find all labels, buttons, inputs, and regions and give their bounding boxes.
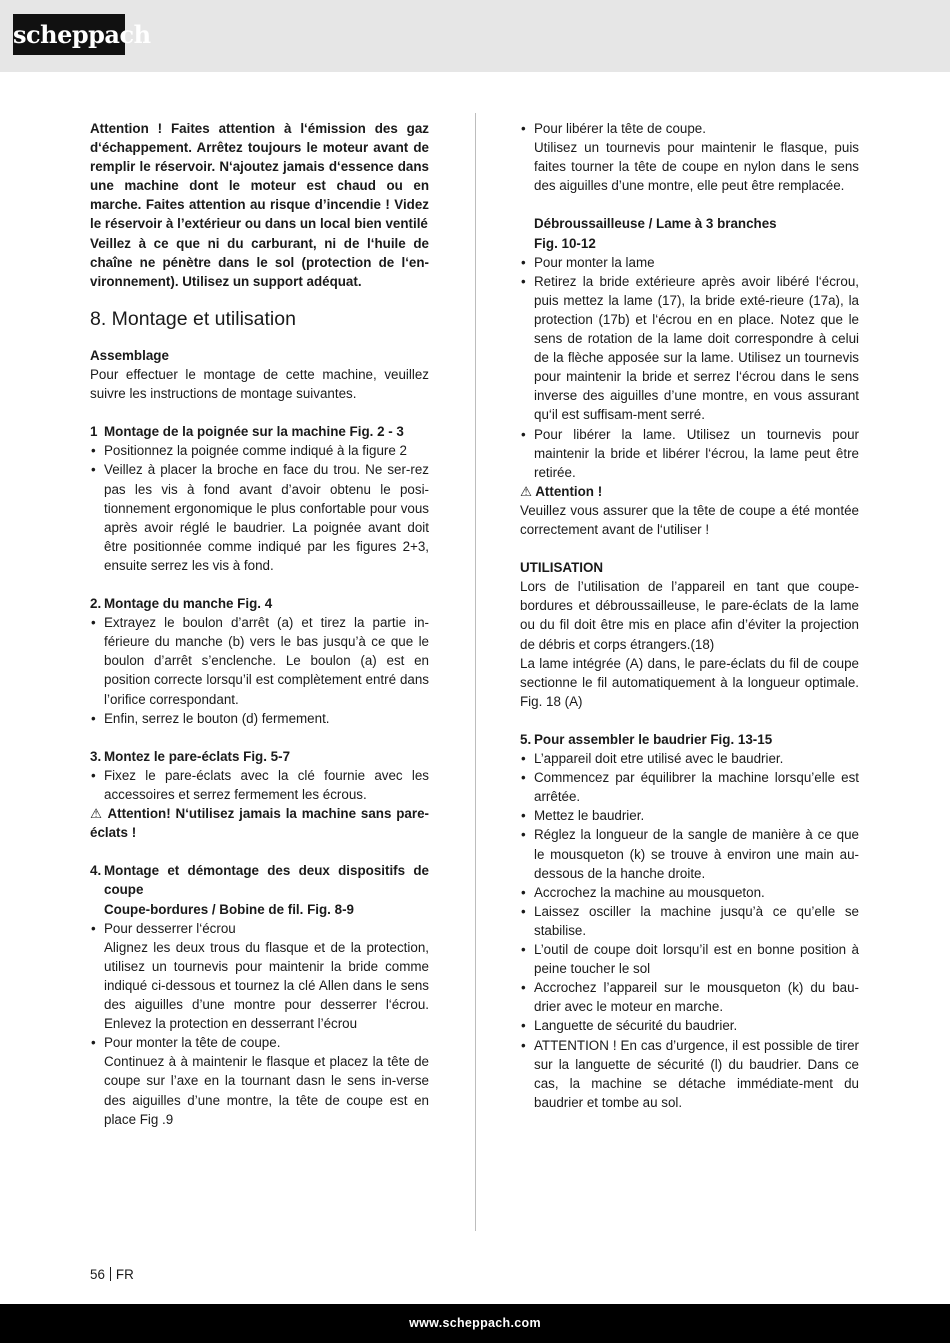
list-item: • L’outil de coupe doit lorsqu’il est en bonne position à peine toucher le sol xyxy=(521,942,859,977)
step-number: 3. xyxy=(90,748,102,764)
list-item: • Accrochez la machine au mousqueton. xyxy=(520,883,859,902)
list-item: • Extrayez le boulon d’arrêt (a) et tirez la partie in-férieure du manche (b) vers le bas jusqu’à ce que le boulon d’arrêt s’enclenche. Le boulon (a) est en position correcte lorsqu’il est complètement entré dans l’orifice correspondant. xyxy=(91,615,429,707)
list-item: • Mettez le baudrier. xyxy=(520,806,859,825)
bullet-icon: • xyxy=(521,942,526,958)
column-divider xyxy=(475,113,476,1231)
harness-list xyxy=(520,749,859,1112)
list-item: • Pour monter la lame xyxy=(520,253,859,272)
list-item: • Retirez la bride extérieure après avoir libéré l‘écrou, puis mettez la lame (17), la bride exté-rieure (17a), la protection (17b) et l‘écrou en en place. Notez que le sens de rotation de la lame doit correspondre à celui de la flèche apposée sur la lame. Utilisez un tournevis pour maintenir la bride et serrez l‘écrou dans le sens inverse des aiguilles d’une montre, en vous assurant qu‘il est suffisam-ment serré. xyxy=(521,273,859,423)
bullet-icon: • xyxy=(521,1018,526,1034)
bullet-icon: • xyxy=(521,751,526,767)
list-item: • Pour libérer la tête de coupe. xyxy=(520,119,859,138)
bullet-icon: • xyxy=(521,827,526,843)
list-item: • Fixez le pare-éclats avec la clé fournie avec les accessoires et serrez fermement les écrous. xyxy=(91,767,429,802)
left-column xyxy=(90,119,429,1129)
bullet-icon: • xyxy=(91,710,96,726)
page-separator xyxy=(110,1267,111,1281)
step-number: 4. xyxy=(90,863,102,879)
bullet-icon: • xyxy=(521,254,526,270)
brushcutter-heading: Débroussailleuse / Lame à 3 branches xyxy=(534,216,777,232)
website-link[interactable]: www.scheppach.com xyxy=(409,1316,541,1330)
environment-warning: Veillez à ce que ni du carburant, ni de l‘huile de chaîne ne pénètre dans le sol (protection de l‘en-vironnement). Utilisez un support adéquat. xyxy=(90,235,429,289)
bullet-icon: • xyxy=(521,426,526,442)
list-item: • Pour monter la tête de coupe. xyxy=(90,1033,429,1052)
page-number-value: 56 xyxy=(90,1267,105,1282)
list-item: • Laissez osciller la machine jusqu’à ce qu’elle se stabilise. xyxy=(521,903,859,938)
bullet-icon: • xyxy=(91,443,96,459)
list-item: • Pour libérer la lame. Utilisez un tournevis pour maintenir la bride et libérer l‘écrou, la lame peut être retirée. xyxy=(521,426,859,480)
list-item-text: Alignez les deux trous du flasque et de la protection, utilisez un tournevis pour maintenir la bride comme indiqué ci-dessous et tournez la clé Allen dans le sens des aiguilles d’une montre pour desserrer l‘écrou. Enlevez la protection en desserrant l’écrou xyxy=(104,939,429,1032)
bullet-icon: • xyxy=(91,615,96,631)
step-subtitle: Coupe-bordures / Bobine de fil. Fig. 8-9 xyxy=(104,901,354,917)
step-title: Montage du manche Fig. 4 xyxy=(104,596,273,612)
step-number: 2. xyxy=(90,596,102,612)
page-number xyxy=(90,1265,134,1284)
list-item: • Commencez par équilibrer la machine lorsqu’elle est arrêtée. xyxy=(521,770,859,805)
assemblage-text: Pour effectuer le montage de cette machine, veuillez suivre les instructions de montage suivantes. xyxy=(90,366,429,402)
right-column xyxy=(520,119,859,1112)
brushcutter-fig: Fig. 10-12 xyxy=(534,235,596,251)
list-item: • Languette de sécurité du baudrier. xyxy=(520,1016,859,1035)
attention-heading: ⚠ Attention ! xyxy=(520,483,603,499)
header-bar xyxy=(0,0,950,72)
step-4-heading xyxy=(90,861,429,899)
brand-logo: scheppach xyxy=(13,14,125,55)
list-item: • Pour desserrer l‘écrou xyxy=(90,919,429,938)
step-number: 5. xyxy=(520,732,532,747)
bullet-icon: • xyxy=(91,462,96,478)
bullet-icon: • xyxy=(521,770,526,786)
bullet-icon: • xyxy=(91,1035,96,1051)
shield-warning: ⚠ Attention! N‘utilisez jamais la machine sans pare-éclats ! xyxy=(90,806,429,841)
step-title: Pour assembler le baudrier Fig. 13-15 xyxy=(534,732,773,747)
bullet-icon: • xyxy=(521,121,526,136)
bullet-icon: • xyxy=(521,1037,526,1053)
assemblage-heading: Assemblage xyxy=(90,347,169,363)
step-title: Montez le pare-éclats Fig. 5-7 xyxy=(104,748,291,764)
language-code: FR xyxy=(115,1267,134,1282)
section-title: 8. Montage et utilisation xyxy=(90,307,296,330)
bullet-icon: • xyxy=(521,273,526,289)
attention-text: Veuillez vous assurer que la tête de coupe a été montée correctement avant de l‘utiliser ! xyxy=(520,502,859,537)
bullet-icon: • xyxy=(521,903,526,919)
utilisation-text: Lors de l’utilisation de l’appareil en tant que coupe-bordures et débroussailleuse, le pare-éclats de la lame ou du fil doit être mis en place afin d’éviter la projection de débris et corps étrangers.(18) xyxy=(520,579,859,652)
list-item: • Enfin, serrez le bouton (d) fermement. xyxy=(90,709,429,728)
list-item: • Positionnez la poignée comme indiqué à la figure 2 xyxy=(90,441,429,460)
bullet-icon: • xyxy=(91,767,96,783)
bullet-icon: • xyxy=(91,920,96,936)
list-item: • Veillez à placer la broche en face du trou. Ne ser-rez pas les vis à fond avant d’avoir obtenu le posi-tionnement ergonomique le plus confortable pour vous après avoir réglé le baudrier. La poignée avant doit être positionnée comme indiqué par les figures 2+3, ensuite serrez les vis à fond. xyxy=(91,462,429,573)
list-item-text: Utilisez un tournevis pour maintenir le flasque, puis faites tourner la tête de coupe en nylon dans le sens des aiguilles d’une montre, elle peut être remplacée. xyxy=(534,140,859,194)
bullet-icon: • xyxy=(521,980,526,996)
list-item: • L’appareil doit etre utilisé avec le baudrier. xyxy=(520,749,859,768)
footer-bar xyxy=(0,1304,950,1343)
list-item: • Accrochez l’appareil sur le mousqueton (k) du bau-drier avec le moteur en marche. xyxy=(521,980,859,1015)
step-number: 1 xyxy=(90,424,98,440)
step-title: Montage de la poignée sur la machine Fig. 2 - 3 xyxy=(104,424,404,440)
list-item-text: Continuez à à maintenir le flasque et placez la tête de coupe sur l’axe en la tournant dasn le sens in-verse des aiguilles d’une montre, la tête de coupe est en place Fig .9 xyxy=(104,1054,429,1127)
bullet-icon: • xyxy=(521,884,526,900)
utilisation-heading: UTILISATION xyxy=(520,560,604,576)
list-item: • ATTENTION ! En cas d’urgence, il est possible de tirer sur la languette de sécurité (l) du baudrier. Dans ce cas, la machine se détache immédiate-ment du baudrier et tombe au sol. xyxy=(521,1037,859,1110)
step-5-heading xyxy=(520,730,859,749)
bullet-icon: • xyxy=(521,808,526,824)
step-title: Montage et démontage des deux dispositifs de coupe xyxy=(104,863,429,898)
fuel-warning: Attention ! Faites attention à l‘émission des gaz d‘échappement. Arrêtez toujours le moteur avant de remplir le réservoir. N‘ajoutez jamais d‘essence dans une machine dont le moteur est chaud ou en marche. Faites attention au risque d’incendie ! Videz le réservoir à l’extérieur ou dans un local bien ventilé xyxy=(90,121,429,232)
list-item: • Réglez la longueur de la sangle de manière à ce que le mousqueton (k) se trouve à environ une main au-dessous de la hanche droite. xyxy=(521,827,859,881)
step-1-heading xyxy=(90,422,429,441)
utilisation-text: La lame intégrée (A) dans, le pare-éclats du fil de coupe sectionne le fil automatiquement à la longueur optimale. Fig. 18 (A) xyxy=(520,655,859,709)
step-2-heading xyxy=(90,594,429,613)
step-3-heading xyxy=(90,747,429,766)
